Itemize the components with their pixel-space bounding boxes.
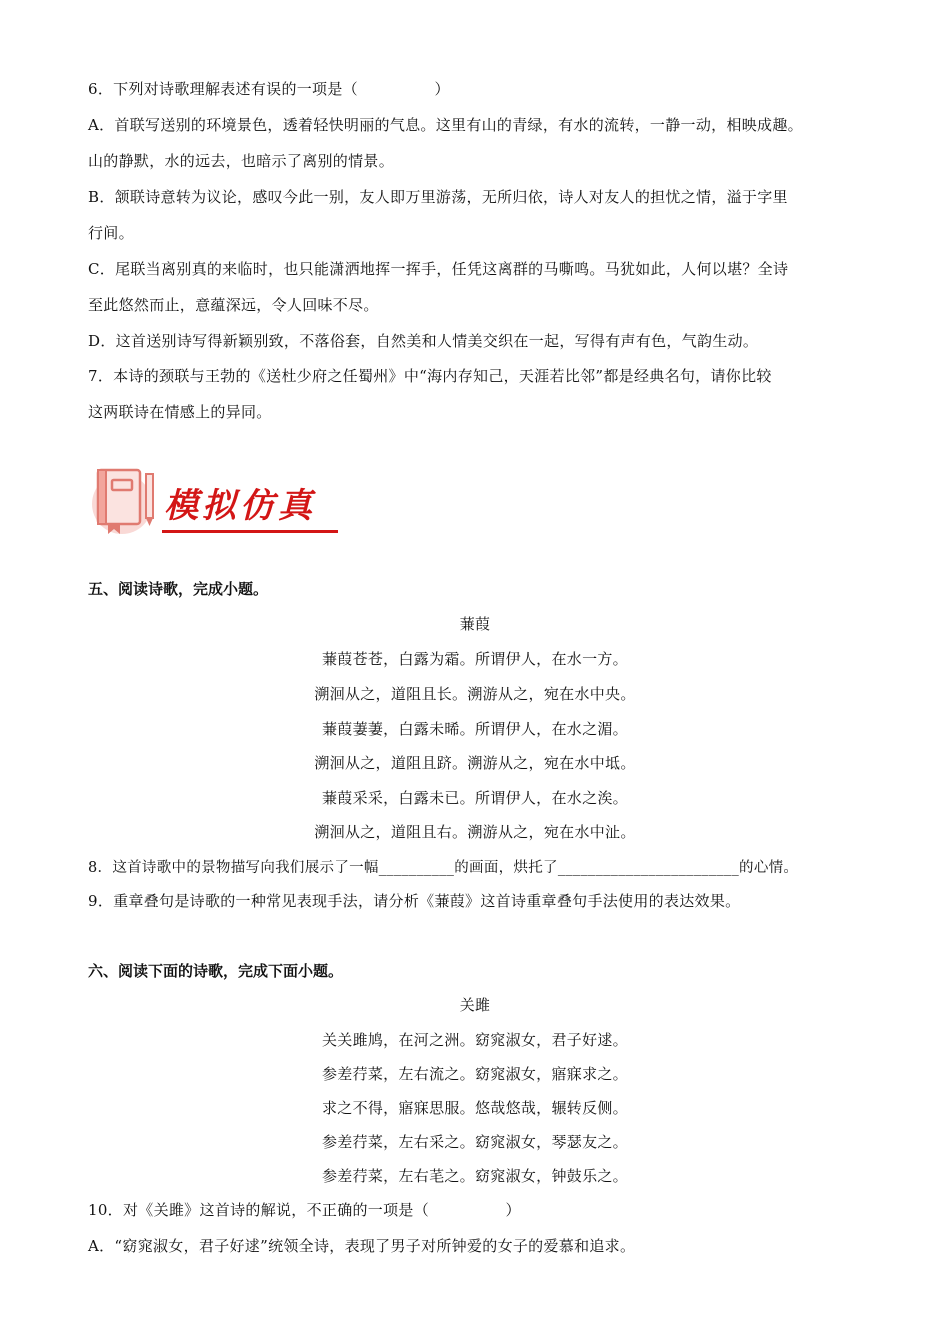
poem-line: 参差荇菜，左右流之。窈窕淑女，寤寐求之。 bbox=[321, 1065, 628, 1083]
option-b-line1: B．颔联诗意转为议论，感叹今此一别，友人即万里游荡，无所归依，诗人对友人的担忧之情，溢于字里 bbox=[88, 188, 788, 206]
question-7-line2: 这两联诗在情感上的异同。 bbox=[88, 403, 272, 421]
poem-line: 蒹葭萋萋，白露未晞。所谓伊人，在水之湄。 bbox=[321, 720, 628, 738]
question-6-stem: 6．下列对诗歌理解表述有误的一项是（ ） bbox=[88, 80, 450, 98]
question-10-option-a: A．“窈窕淑女，君子好逑”统领全诗，表现了男子对所钟爱的女子的爱慕和追求。 bbox=[88, 1237, 636, 1255]
poem-title-jianjia: 蒹葭 bbox=[459, 615, 491, 633]
poem-line: 蒹葭采采，白露未已。所谓伊人，在水之涘。 bbox=[321, 789, 628, 807]
poem-line: 溯洄从之，道阻且跻。溯游从之，宛在水中坻。 bbox=[314, 754, 636, 772]
section-5-heading: 五、阅读诗歌，完成小题。 bbox=[88, 580, 269, 598]
poem-line: 溯洄从之，道阻且长。溯游从之，宛在水中央。 bbox=[314, 685, 636, 703]
option-c-line2: 至此悠然而止，意蕴深远，令人回味不尽。 bbox=[88, 296, 379, 314]
poem-title-guanju: 关雎 bbox=[459, 996, 491, 1014]
banner-underline bbox=[162, 530, 338, 533]
question-9: 9．重章叠句是诗歌的一种常见表现手法，请分析《蒹葭》这首诗重章叠句手法使用的表达效果。 bbox=[88, 892, 741, 910]
option-d-line1: D．这首送别诗写得新颖别致，不落俗套，自然美和人情美交织在一起，写得有声有色，气韵生动。 bbox=[88, 332, 759, 350]
option-a-line2: 山的静默，水的远去，也暗示了离别的情景。 bbox=[88, 152, 395, 170]
question-7-line1: 7．本诗的颈联与王勃的《送杜少府之任蜀州》中“海内存知己，天涯若比邻”都是经典名句，请你比较 bbox=[88, 367, 772, 385]
question-8: 8．这首诗歌中的景物描写向我们展示了一幅__________的画面，烘托了________________________的心情。 bbox=[88, 860, 799, 876]
option-a-line1: A．首联写送别的环境景色，透着轻快明丽的气息。这里有山的青绿，有水的流转，一静一动，相映成趣。 bbox=[88, 116, 803, 134]
poem-line: 参差荇菜，左右采之。窈窕淑女，琴瑟友之。 bbox=[321, 1133, 628, 1151]
banner-title: 模拟仿真 bbox=[164, 486, 316, 526]
book-pencil-icon bbox=[92, 462, 162, 540]
poem-line: 溯洄从之，道阻且右。溯游从之，宛在水中沚。 bbox=[314, 823, 636, 841]
poem-line: 蒹葭苍苍，白露为霜。所谓伊人，在水一方。 bbox=[321, 650, 628, 668]
poem-line: 关关雎鸠，在河之洲。窈窕淑女，君子好逑。 bbox=[321, 1031, 628, 1049]
poem-line: 参差荇菜，左右芼之。窈窕淑女，钟鼓乐之。 bbox=[321, 1167, 628, 1185]
poem-line: 求之不得，寤寐思服。悠哉悠哉，辗转反侧。 bbox=[321, 1099, 628, 1117]
option-b-line2: 行间。 bbox=[88, 224, 134, 242]
question-10-stem: 10．对《关雎》这首诗的解说，不正确的一项是（ ） bbox=[88, 1201, 521, 1219]
option-c-line1: C．尾联当离别真的来临时，也只能潇洒地挥一挥手，任凭这离群的马嘶鸣。马犹如此，人何以堪？全诗 bbox=[88, 260, 789, 278]
section-6-heading: 六、阅读下面的诗歌，完成下面小题。 bbox=[88, 962, 344, 980]
section-banner bbox=[92, 462, 342, 542]
